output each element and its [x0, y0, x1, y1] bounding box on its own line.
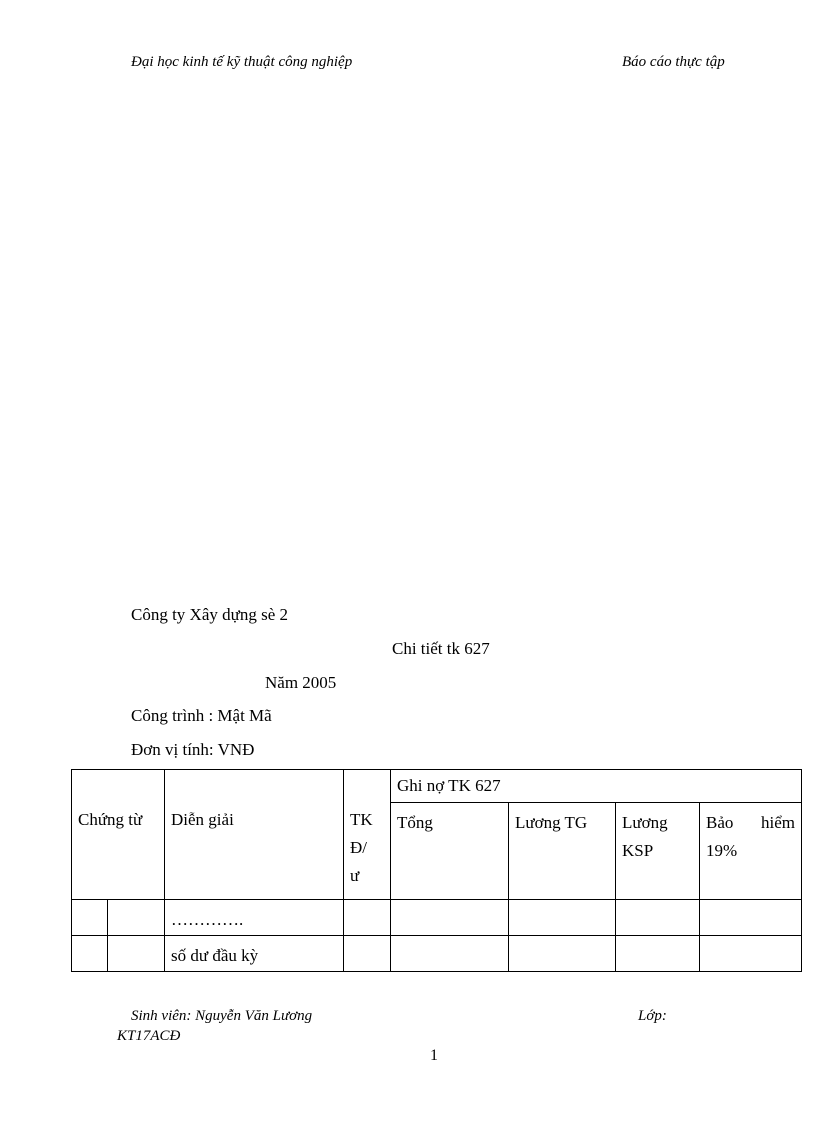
insurance-header-line: 19%	[706, 841, 738, 860]
voucher-date-cell	[108, 936, 165, 972]
description-cell: số dư đầu kỳ	[165, 936, 344, 972]
header-report-type: Báo cáo thực tập	[622, 54, 725, 70]
time-wage-header: Lương TG	[509, 803, 616, 900]
ledger-table	[71, 769, 802, 972]
company-name: Công ty Xây dựng sè 2	[131, 605, 289, 624]
piece-wage-cell	[616, 936, 700, 972]
account-cell	[344, 936, 391, 972]
description-cell: ………….	[165, 900, 344, 936]
account-header-line: Đ/	[350, 838, 367, 857]
insurance-cell	[700, 900, 802, 936]
page-number: 1	[430, 1047, 438, 1064]
total-cell	[391, 936, 509, 972]
voucher-number-cell	[72, 936, 108, 972]
voucher-date-cell	[108, 900, 165, 936]
time-wage-cell	[509, 900, 616, 936]
footer-class-value: KT17ACĐ	[117, 1028, 181, 1044]
footer-student: Sinh viên: Nguyễn Văn Lương	[131, 1008, 313, 1024]
project-name: Công trình : Mật Mã	[131, 706, 272, 725]
insurance-header	[700, 803, 802, 900]
piece-wage-header-line: Lương	[622, 813, 668, 832]
report-title: Chi tiết tk 627	[392, 639, 490, 658]
account-cell	[344, 900, 391, 936]
table-row	[72, 936, 802, 972]
piece-wage-cell	[616, 900, 700, 936]
report-year: Năm 2005	[265, 673, 337, 692]
footer-class-label: Lớp:	[638, 1008, 667, 1024]
debit-group-header: Ghi nợ TK 627	[391, 770, 802, 803]
total-header: Tổng	[391, 803, 509, 900]
description-header: Diễn giải	[165, 770, 344, 900]
piece-wage-header-line: KSP	[622, 841, 654, 860]
insurance-cell	[700, 936, 802, 972]
table-row	[72, 900, 802, 936]
insurance-header-line: Bảo hiểm	[706, 813, 796, 832]
voucher-number-cell	[72, 900, 108, 936]
piece-wage-header	[616, 803, 700, 900]
currency-unit: Đơn vị tính: VNĐ	[131, 740, 255, 759]
account-header-line: ư	[350, 866, 360, 885]
time-wage-cell	[509, 936, 616, 972]
table-header-row	[72, 770, 802, 803]
header-school: Đại học kinh tế kỹ thuật công nghiệp	[131, 54, 353, 70]
total-cell	[391, 900, 509, 936]
voucher-header: Chứng từ	[72, 770, 165, 900]
account-header-line: TK	[350, 810, 373, 829]
account-header	[344, 770, 391, 900]
